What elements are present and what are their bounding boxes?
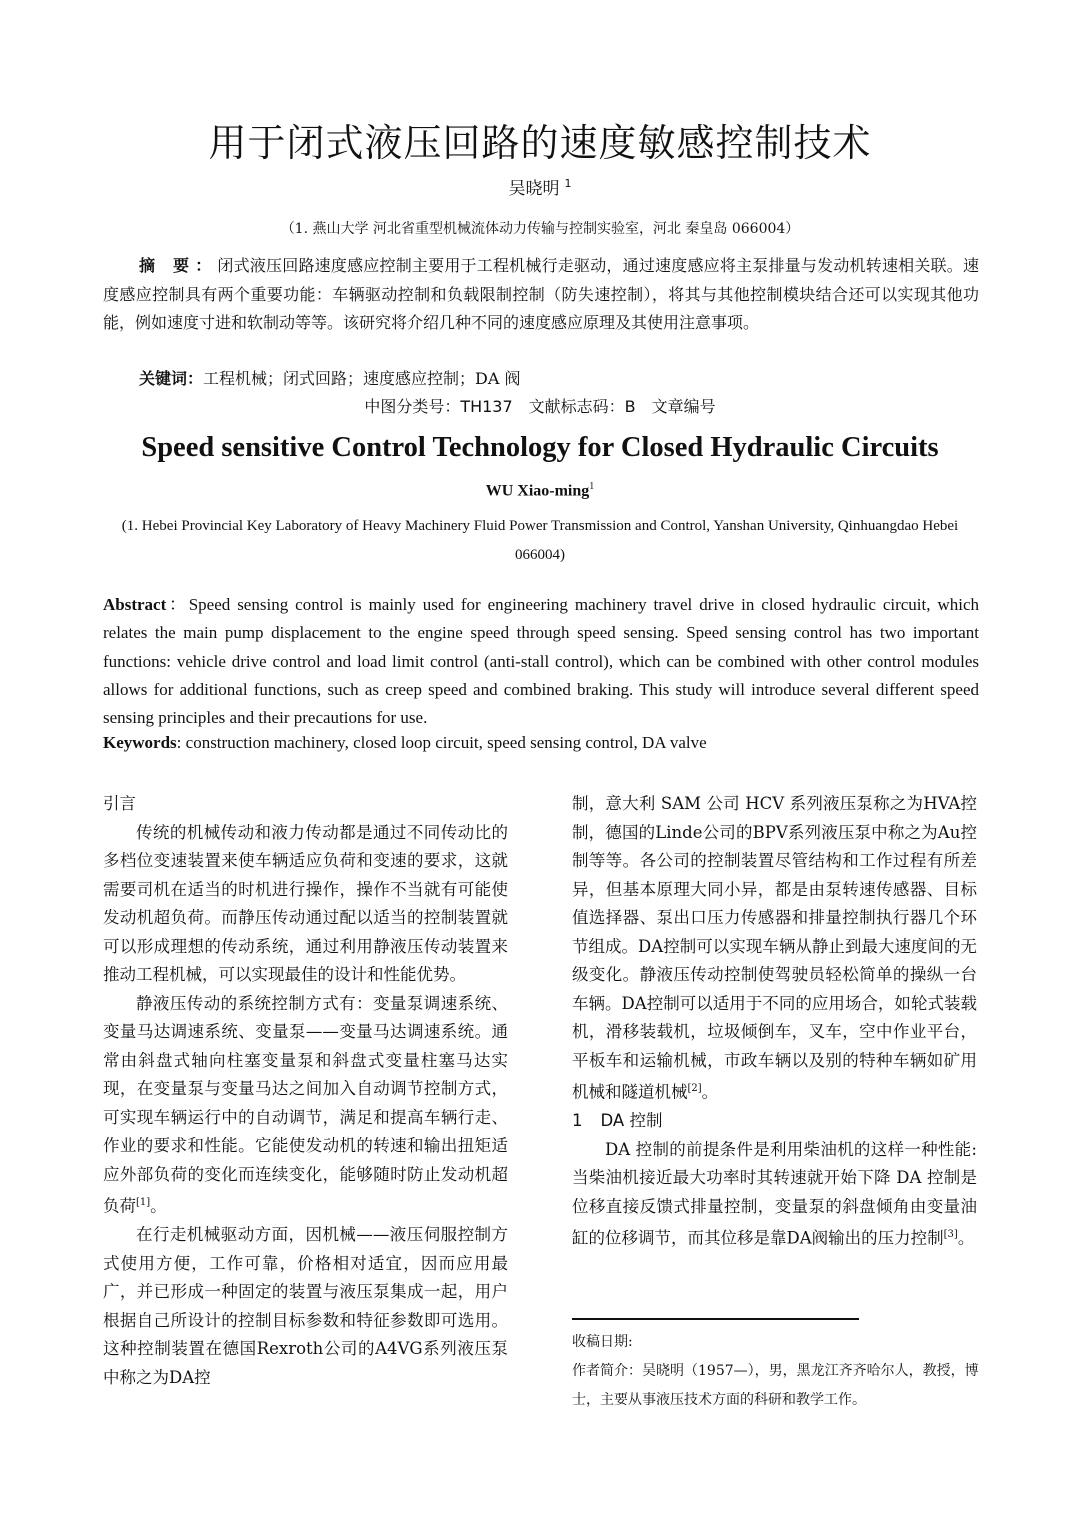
citation-ref-2: [2] [687, 1083, 702, 1094]
keywords-cn [139, 366, 979, 389]
body-paragraph-4-text: 制，意大利 SAM 公司 HCV 系列液压泵称之为HVA控制，德国的Linde公司的BPV系列液压泵中称之为Au控制等等。各公司的控制装置尽管结构和工作过程有所差异，但基本原理大同小异，都是由泵转速传感器、目标值选择器、泵出口压力传感器和排量控制执行器几个环节组成。DA控制可以实现车辆从静止到最大速度间的无级变化。静液压传动控制使驾驶员轻松简单的操纵一台车辆。DA控制可以适用于不同的应用场合，如轮式装载机，滑移装载机，垃圾倾倒车，叉车，空中作业平台，平板车和运输机械，市政车辆以及别的特种车辆如矿用机械和隧道机械 [572, 794, 977, 1102]
footnote-rule [572, 1318, 859, 1320]
body-paragraph-2-text: 静液压传动的系统控制方式有：变量泵调速系统、变量马达调速系统、变量泵——变量马达调速系统。通常由斜盘式轴向柱塞变量泵和斜盘式变量柱塞马达实现，在变量泵与变量马达之间加入自动调节控制方式，可实现车辆运行中的自动调节，满足和提高车辆行走、作业的要求和性能。它能使发动机的转速和输出扭矩适应外部负荷的变化而连续变化，能够随时防止发动机超负荷 [103, 993, 508, 1216]
footnote-author-bio: 作者简介：吴晓明（1957—），男，黑龙江齐齐哈尔人，教授，博士，主要从事液压技术方面的科研和教学工作。 [572, 1363, 979, 1408]
author-cn [0, 174, 1080, 199]
section-heading-intro: 引言 [103, 794, 136, 813]
body-paragraph-4-end: 。 [701, 1082, 719, 1102]
abstract-en [103, 591, 979, 732]
affiliation-en: (1. Hebei Provincial Key Laboratory of Heavy Machinery Fluid Power Transmission and Control, Yanshan University, Qinhuangdao Hebei 066004) [121, 518, 959, 563]
author-en [0, 481, 1080, 500]
clc-number: 中图分类号：TH137 [364, 397, 513, 416]
abstract-cn-text: 闭式液压回路速度感应控制主要用于工程机械行走驱动，通过速度感应将主泵排量与发动机转速相关联。速度感应控制具有两个重要功能：车辆驱动控制和负载限制控制（防失速控制），将其与其他控制模块结合还可以实现其他功能，例如速度寸进和软制动等等。该研究将介绍几种不同的速度感应原理及其使用注意事项。 [103, 256, 979, 332]
footnotes [572, 1328, 982, 1415]
section-number-1: 1 [572, 1111, 583, 1130]
author-affil-mark-en: 1 [589, 481, 595, 492]
citation-ref-3: [3] [943, 1229, 958, 1240]
body-paragraph-5-text: DA 控制的前提条件是利用柴油机的这样一种性能:当柴油机接近最大功率时其转速就开始下降 DA 控制是位移直接反馈式排量控制，变量泵的斜盘倾角由变量油缸的位移调节，而其位移是靠DA阀输出的压力控制 [572, 1139, 977, 1248]
title-cn: 用于闭式液压回路的速度敏感控制技术 [208, 121, 872, 165]
keywords-cn-label: 关键词： [139, 369, 204, 388]
keywords-en-label: Keywords [103, 733, 177, 752]
body-paragraph-4 [572, 790, 977, 1107]
body-column-left [103, 790, 508, 1392]
citation-ref-1: [1] [136, 1197, 151, 1208]
classification-line [0, 394, 1080, 417]
body-paragraph-5 [572, 1136, 977, 1254]
affiliation-cn: （1. 燕山大学 河北省重型机械流体动力传输与控制实验室，河北 秦皇岛 066004） [280, 221, 800, 237]
title-en: Speed sensitive Control Technology for Closed Hydraulic Circuits [141, 432, 939, 463]
document-code: 文献标志码：B [528, 397, 636, 416]
abstract-en-label: Abstract [103, 595, 167, 614]
section-title-1: DA 控制 [600, 1111, 663, 1130]
body-paragraph-5-end: 。 [957, 1228, 975, 1248]
abstract-en-sep: ： [166, 595, 189, 614]
body-paragraph-1: 传统的机械传动和液力传动都是通过不同传动比的多档位变速装置来使车辆适应负荷和变速的要求，这就需要司机在适当的时机进行操作，操作不当就有可能使发动机超负荷。而静压传动通过配以适当的控制装置就可以形成理想的传动系统，通过利用静液压传动装置来推动工程机械，可以实现最佳的设计和性能优势。 [103, 822, 508, 984]
author-name-cn: 吴晓明 [508, 179, 560, 199]
article-number: 文章编号 [651, 397, 716, 416]
abstract-en-text: Speed sensing control is mainly used for engineering machinery travel drive in closed hydraulic circuit, which relates the main pump displacement to the engine speed through speed sensing. Speed sensing control has two important functions: vehicle drive control and load limit control (anti-stall control), which can be combined with other control modules allows for additional functions, such as creep speed and combined braking. This study will introduce several different speed sensing principles and their precautions for use. [103, 595, 979, 728]
body-paragraph-2 [103, 990, 508, 1222]
abstract-cn [103, 252, 979, 338]
abstract-cn-label: 摘 要： [139, 256, 218, 275]
footnote-received-date: 收稿日期: [572, 1334, 633, 1350]
author-name-en: WU Xiao-ming [485, 482, 590, 500]
author-affil-mark-cn: 1 [564, 177, 572, 191]
keywords-en [103, 733, 979, 753]
body-column-right [572, 790, 977, 1253]
section-heading-1 [572, 1107, 977, 1136]
body-paragraph-2-end: 。 [150, 1196, 167, 1216]
keywords-en-text: : construction machinery, closed loop circuit, speed sensing control, DA valve [176, 733, 707, 752]
body-paragraph-3: 在行走机械驱动方面，因机械——液压伺服控制方式使用方便，工作可靠，价格相对适宜，因而应用最广，并已形成一种固定的装置与液压泵集成一起，用户根据自己所设计的控制目标参数和特征参数即可选用。这种控制装置在德国Rexroth公司的A4VG系列液压泵中称之为DA控 [103, 1225, 508, 1387]
keywords-cn-text: 工程机械；闭式回路；速度感应控制；DA 阀 [203, 369, 521, 388]
